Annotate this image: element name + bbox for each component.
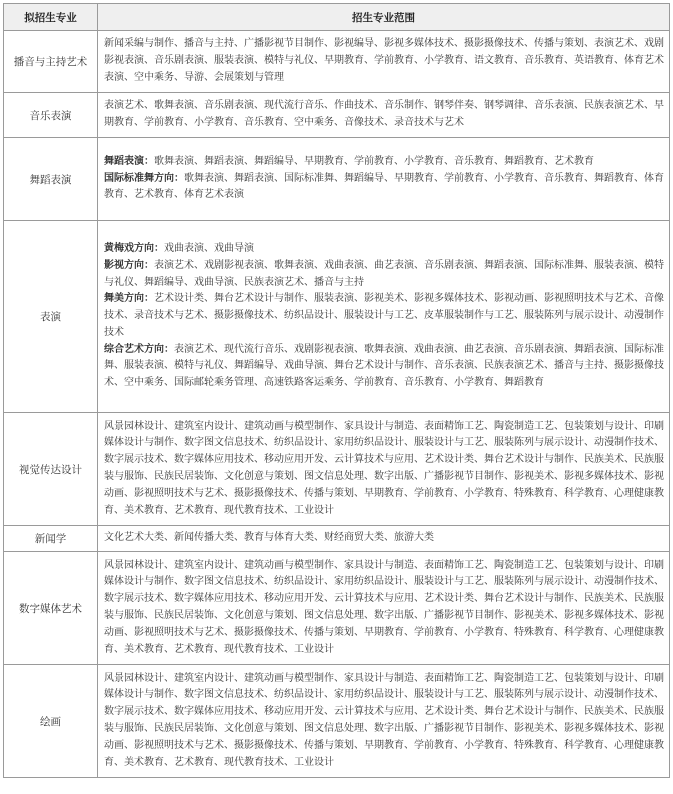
direction-label: 舞蹈表演： [104,155,154,167]
table-row [4,31,670,93]
table-header-row [4,4,670,31]
table-row [4,552,670,665]
table-row [4,93,670,138]
direction-text: 艺术设计类、舞台艺术设计与制作、服装表演、影视美术、影视多媒体技术、影视动画、影视照明技术与艺术、音像技术、录音技术与艺术、摄影摄像技术、纺织品设计、服装设计与工艺、皮革服装制作与工艺、服装陈列与展示设计、动漫制作技术 [104,293,664,338]
major-name-journalism: 新闻学 [4,526,98,552]
direction-text: 表演艺术、现代流行音乐、戏剧影视表演、歌舞表演、戏曲表演、曲艺表演、音乐剧表演、舞蹈表演、国际标准舞、服装表演、模特与礼仪、舞蹈编导、戏曲导演、舞台艺术设计与制作、音乐表演、民族表演艺术、播音与主持、摄影摄像技术、空中乘务、国际邮轮乘务管理、高速铁路客运乘务、学前教育、音乐教育、小学教育、舞蹈教育 [104,343,664,389]
direction-text: 表演艺术、戏剧影视表演、歌舞表演、戏曲表演、曲艺表演、音乐剧表演、舞蹈表演、国际标准舞、服装表演、模特与礼仪、舞蹈编导、戏曲导演、民族表演艺术、播音与主持 [104,259,664,288]
header-scope: 招生专业范围 [98,4,670,31]
scope-dance [98,138,670,221]
direction-text: 歌舞表演、舞蹈表演、舞蹈编导、早期教育、学前教育、小学教育、音乐教育、舞蹈教育、艺术教育 [154,155,594,167]
performance-group [104,342,664,392]
dance-group [104,154,664,171]
table-row [4,138,670,221]
direction-text: 戏曲表演、戏曲导演 [164,242,254,254]
major-name-music: 音乐表演 [4,93,98,138]
direction-label: 舞美方向： [104,293,154,305]
major-name-performance: 表演 [4,221,98,413]
direction-label: 影视方向： [104,259,154,271]
table-row [4,665,670,778]
major-name-visual-communication: 视觉传达设计 [4,413,98,526]
table-row [4,526,670,552]
performance-group [104,241,664,258]
scope-performance [98,221,670,413]
enrollment-table [3,3,670,778]
table-row [4,413,670,526]
performance-group [104,291,664,341]
direction-text: 歌舞表演、舞蹈表演、国际标准舞、舞蹈编导、早期教育、学前教育、小学教育、音乐教育、舞蹈教育、体育教育、艺术教育、体育艺术表演 [104,172,664,201]
performance-group [104,258,664,292]
scope-journalism: 文化艺术大类、新闻传播大类、教育与体育大类、财经商贸大类、旅游大类 [98,526,670,552]
dance-group [104,171,664,205]
major-name-digital-media-art: 数字媒体艺术 [4,552,98,665]
table-row [4,221,670,413]
scope-painting: 风景园林设计、建筑室内设计、建筑动画与模型制作、家具设计与制造、表面精饰工艺、陶瓷制造工艺、包装策划与设计、印刷媒体设计与制作、数字图文信息技术、纺织品设计、家用纺织品设计、服装设计与工艺、服装陈列与展示设计、动漫制作技术、数字展示技术、数字媒体应用技术、移动应用开发、云计算技术与应用、艺术设计类、舞台艺术设计与制作、民族美术、民族服装与服饰、民族民居装饰、文化创意与策划、图文信息处理、数字出版、广播影视节目制作、影视美术、影视多媒体技术、影视动画、影视照明技术与艺术、摄影摄像技术、传播与策划、早期教育、学前教育、小学教育、特殊教育、科学教育、心理健康教育、美术教育、艺术教育、现代教育技术、工业设计 [98,665,670,778]
major-name-painting: 绘画 [4,665,98,778]
direction-label: 黄梅戏方向： [104,242,164,254]
scope-broadcasting: 新闻采编与制作、播音与主持、广播影视节目制作、影视编导、影视多媒体技术、摄影摄像技术、传播与策划、表演艺术、戏剧影视表演、音乐剧表演、服装表演、模特与礼仪、早期教育、学前教育、小学教育、语文教育、音乐教育、英语教育、体育艺术表演、空中乘务、导游、会展策划与管理 [98,31,670,93]
header-major: 拟招生专业 [4,4,98,31]
major-name-broadcasting: 播音与主持艺术 [4,31,98,93]
scope-digital-media-art: 风景园林设计、建筑室内设计、建筑动画与模型制作、家具设计与制造、表面精饰工艺、陶瓷制造工艺、包装策划与设计、印刷媒体设计与制作、数字图文信息技术、纺织品设计、家用纺织品设计、服装设计与工艺、服装陈列与展示设计、动漫制作技术、数字展示技术、数字媒体应用技术、移动应用开发、云计算技术与应用、艺术设计类、舞台艺术设计与制作、民族美术、民族服装与服饰、民族民居装饰、文化创意与策划、图文信息处理、数字出版、广播影视节目制作、影视美术、影视多媒体技术、影视动画、影视照明技术与艺术、摄影摄像技术、传播与策划、早期教育、学前教育、小学教育、特殊教育、科学教育、心理健康教育、美术教育、艺术教育、现代教育技术、工业设计 [98,552,670,665]
scope-music: 表演艺术、歌舞表演、音乐剧表演、现代流行音乐、作曲技术、音乐制作、钢琴伴奏、钢琴调律、音乐表演、民族表演艺术、早期教育、学前教育、小学教育、音乐教育、空中乘务、音像技术、录音技术与艺术 [98,93,670,138]
scope-visual-communication: 风景园林设计、建筑室内设计、建筑动画与模型制作、家具设计与制造、表面精饰工艺、陶瓷制造工艺、包装策划与设计、印刷媒体设计与制作、数字图文信息技术、纺织品设计、家用纺织品设计、服装设计与工艺、服装陈列与展示设计、动漫制作技术、数字展示技术、数字媒体应用技术、移动应用开发、云计算技术与应用、艺术设计类、舞台艺术设计与制作、民族美术、民族服装与服饰、民族民居装饰、文化创意与策划、图文信息处理、数字出版、广播影视节目制作、影视美术、影视多媒体技术、影视动画、影视照明技术与艺术、摄影摄像技术、传播与策划、早期教育、学前教育、小学教育、特殊教育、科学教育、心理健康教育、美术教育、艺术教育、现代教育技术、工业设计 [98,413,670,526]
major-name-dance: 舞蹈表演 [4,138,98,221]
direction-label: 综合艺术方向： [104,343,174,355]
direction-label: 国际标准舞方向： [104,172,184,184]
